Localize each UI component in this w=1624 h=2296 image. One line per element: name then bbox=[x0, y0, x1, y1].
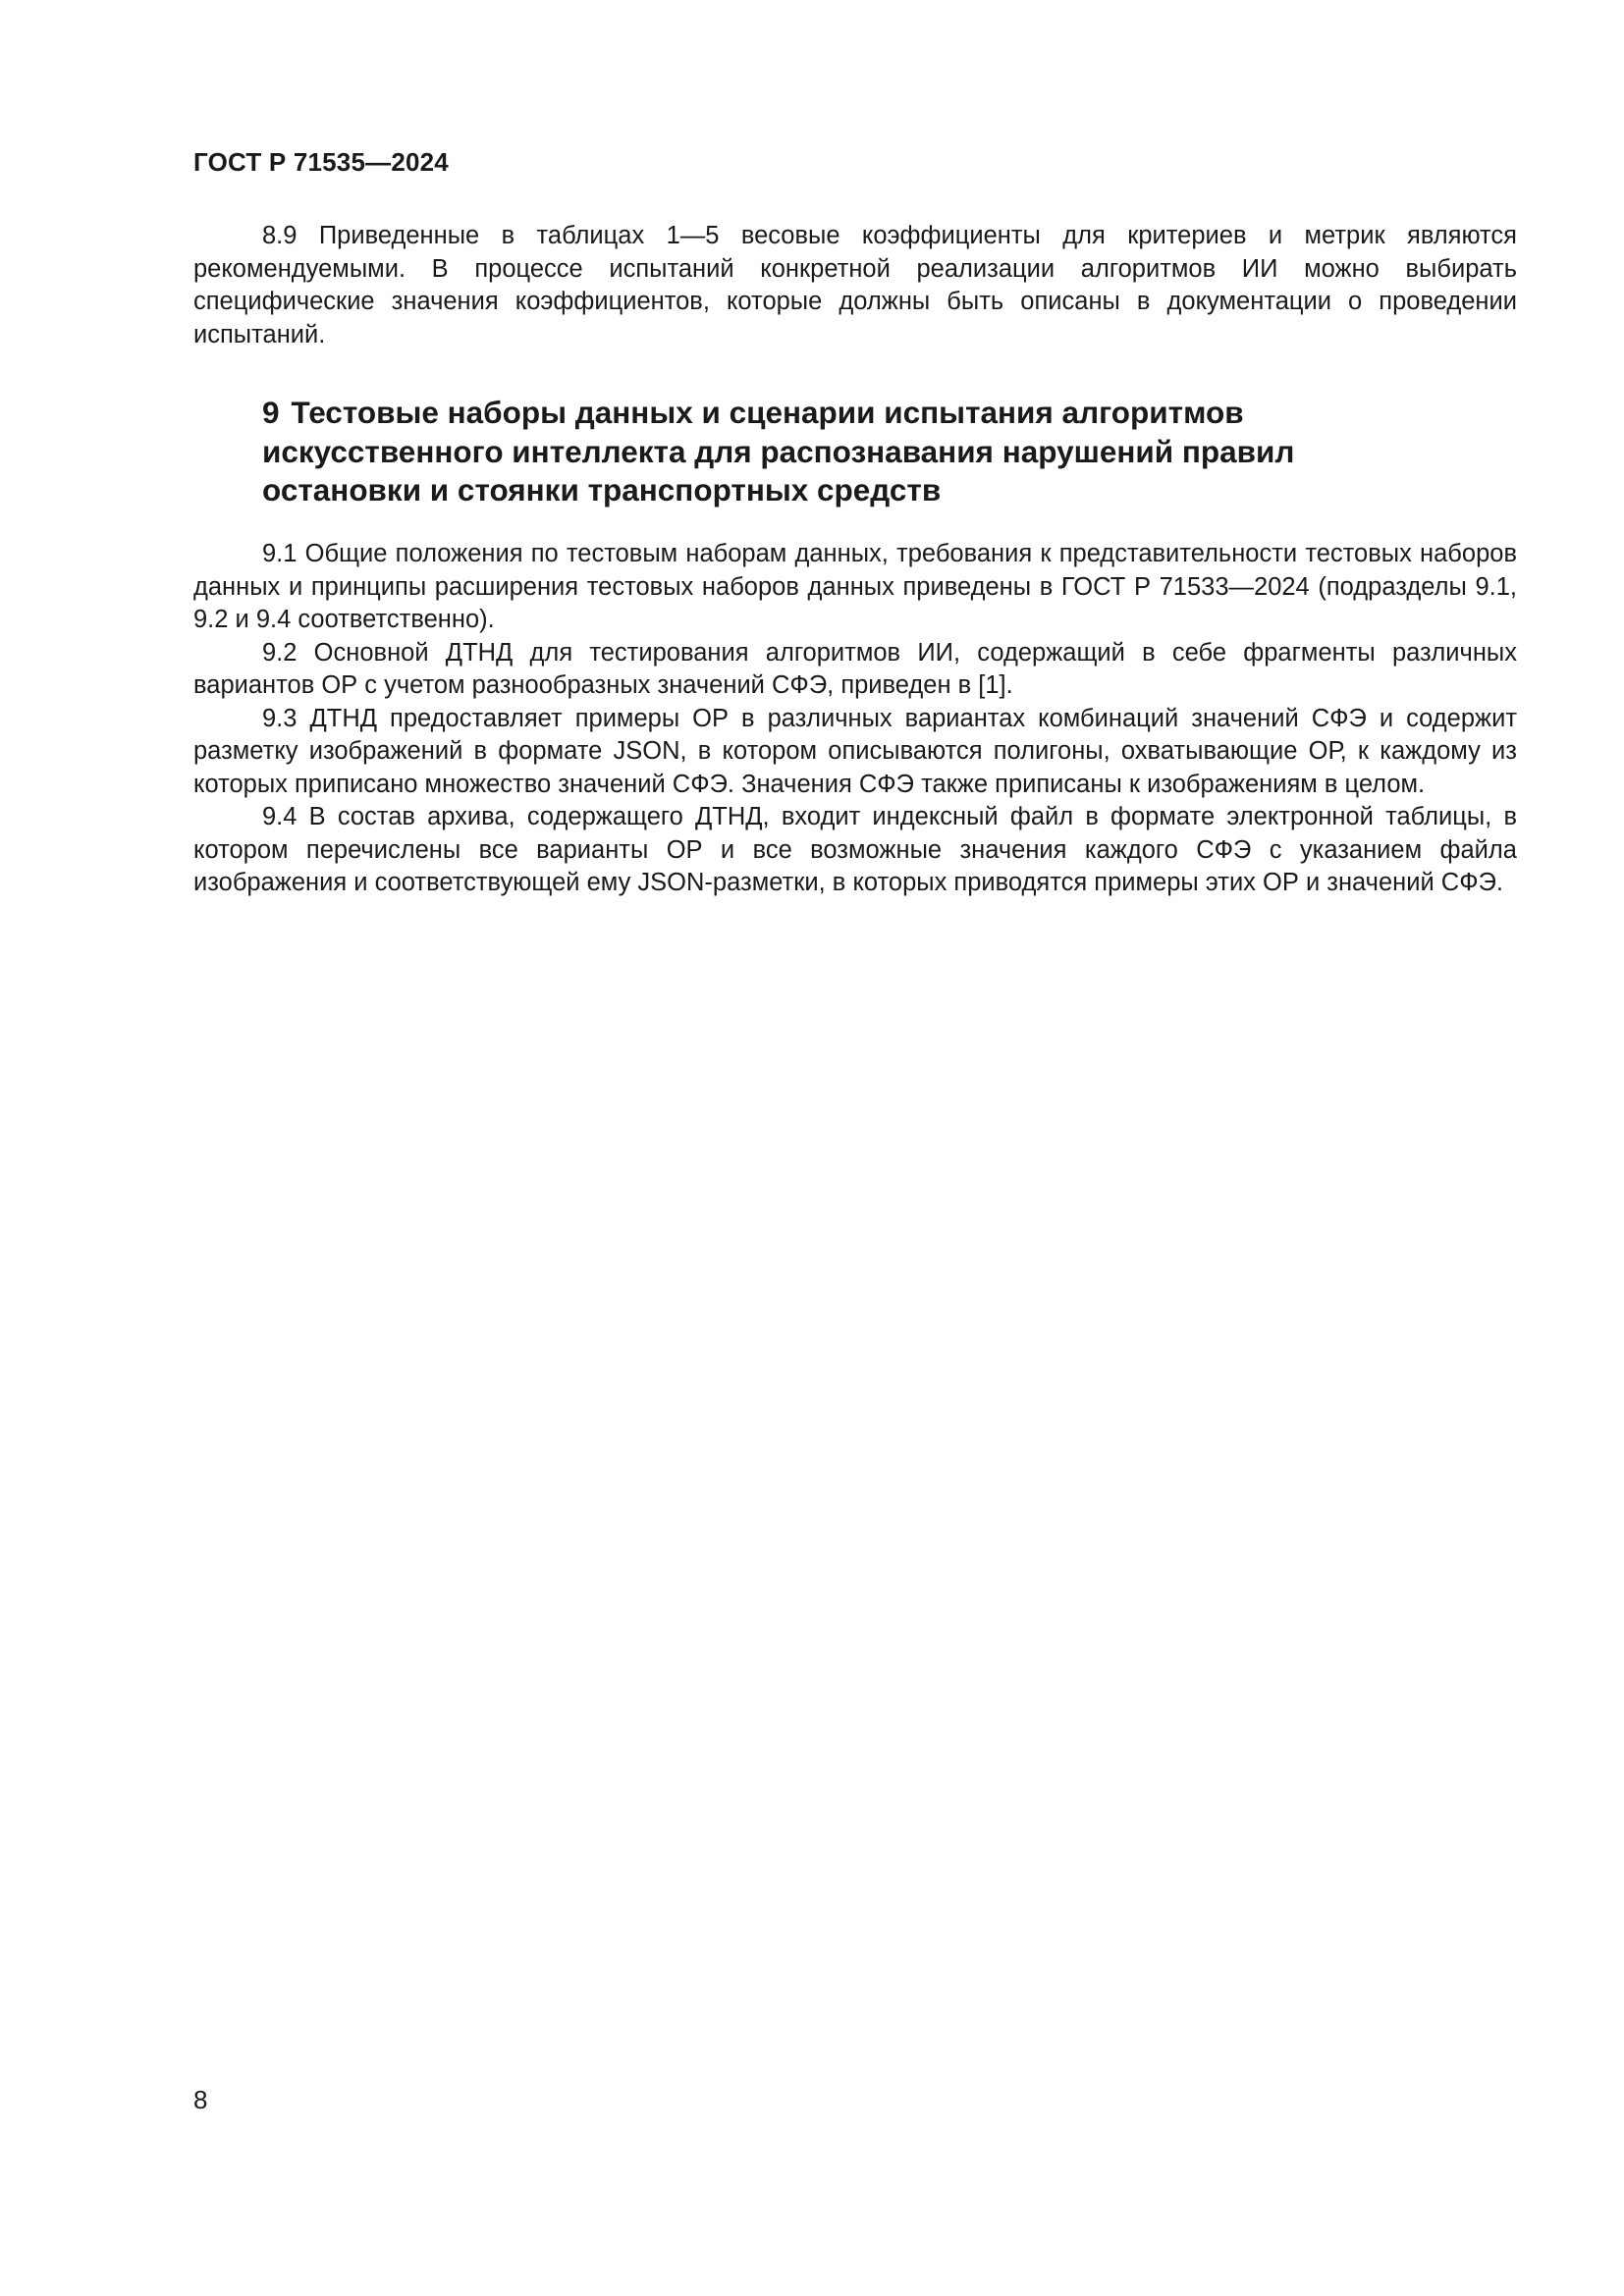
section-number: 9 bbox=[262, 395, 280, 430]
document-header-standard-id: ГОСТ Р 71535—2024 bbox=[193, 147, 449, 177]
paragraph-block-section-9 bbox=[193, 538, 1517, 900]
section-heading bbox=[262, 394, 1440, 510]
section-title: Тестовые наборы данных и сценарии испытания алгоритмов искусственного интеллекта для распознавания нарушений правил остановки и стоянки транспортных средств bbox=[262, 395, 1295, 507]
paragraph-8-9: 8.9 Приведенные в таблицах 1—5 весовые коэффициенты для критериев и метрик являются рекомендуемыми. В процессе испытаний конкретной реализации алгоритмов ИИ можно выбирать специфические значения коэффициентов, которые должны быть описаны в документации о проведении испытаний. bbox=[193, 222, 1517, 348]
paragraph-block-before-section bbox=[193, 220, 1517, 351]
paragraph-9-1: 9.1 Общие положения по тестовым наборам данных, требования к представительности тестовых наборов данных и принципы расширения тестовых наборов данных приведены в ГОСТ Р 71533—2024 (подразделы 9.1, 9.2 и 9.4 соответственно). bbox=[193, 540, 1517, 633]
paragraph-9-4: 9.4 В состав архива, содержащего ДТНД, входит индексный файл в формате электронной таблицы, в котором перечислены все варианты ОР и все возможные значения каждого СФЭ с указанием файла изображения и соответствующей ему JSON-разметки, в которых приводятся примеры этих ОР и значений СФЭ. bbox=[193, 803, 1517, 896]
paragraph-9-2: 9.2 Основной ДТНД для тестирования алгоритмов ИИ, содержащий в себе фрагменты различных вариантов ОР с учетом разнообразных значений СФЭ, приведен в [1]. bbox=[193, 638, 1517, 699]
paragraph-9-3: 9.3 ДТНД предоставляет примеры ОР в различных вариантах комбинаций значений СФЭ и содержит разметку изображений в формате JSON, в котором описываются полигоны, охватывающие ОР, к каждому из которых приписано множество значений СФЭ. Значения СФЭ также приписаны к изображениям в целом. bbox=[193, 704, 1517, 798]
page-number: 8 bbox=[193, 2085, 208, 2114]
